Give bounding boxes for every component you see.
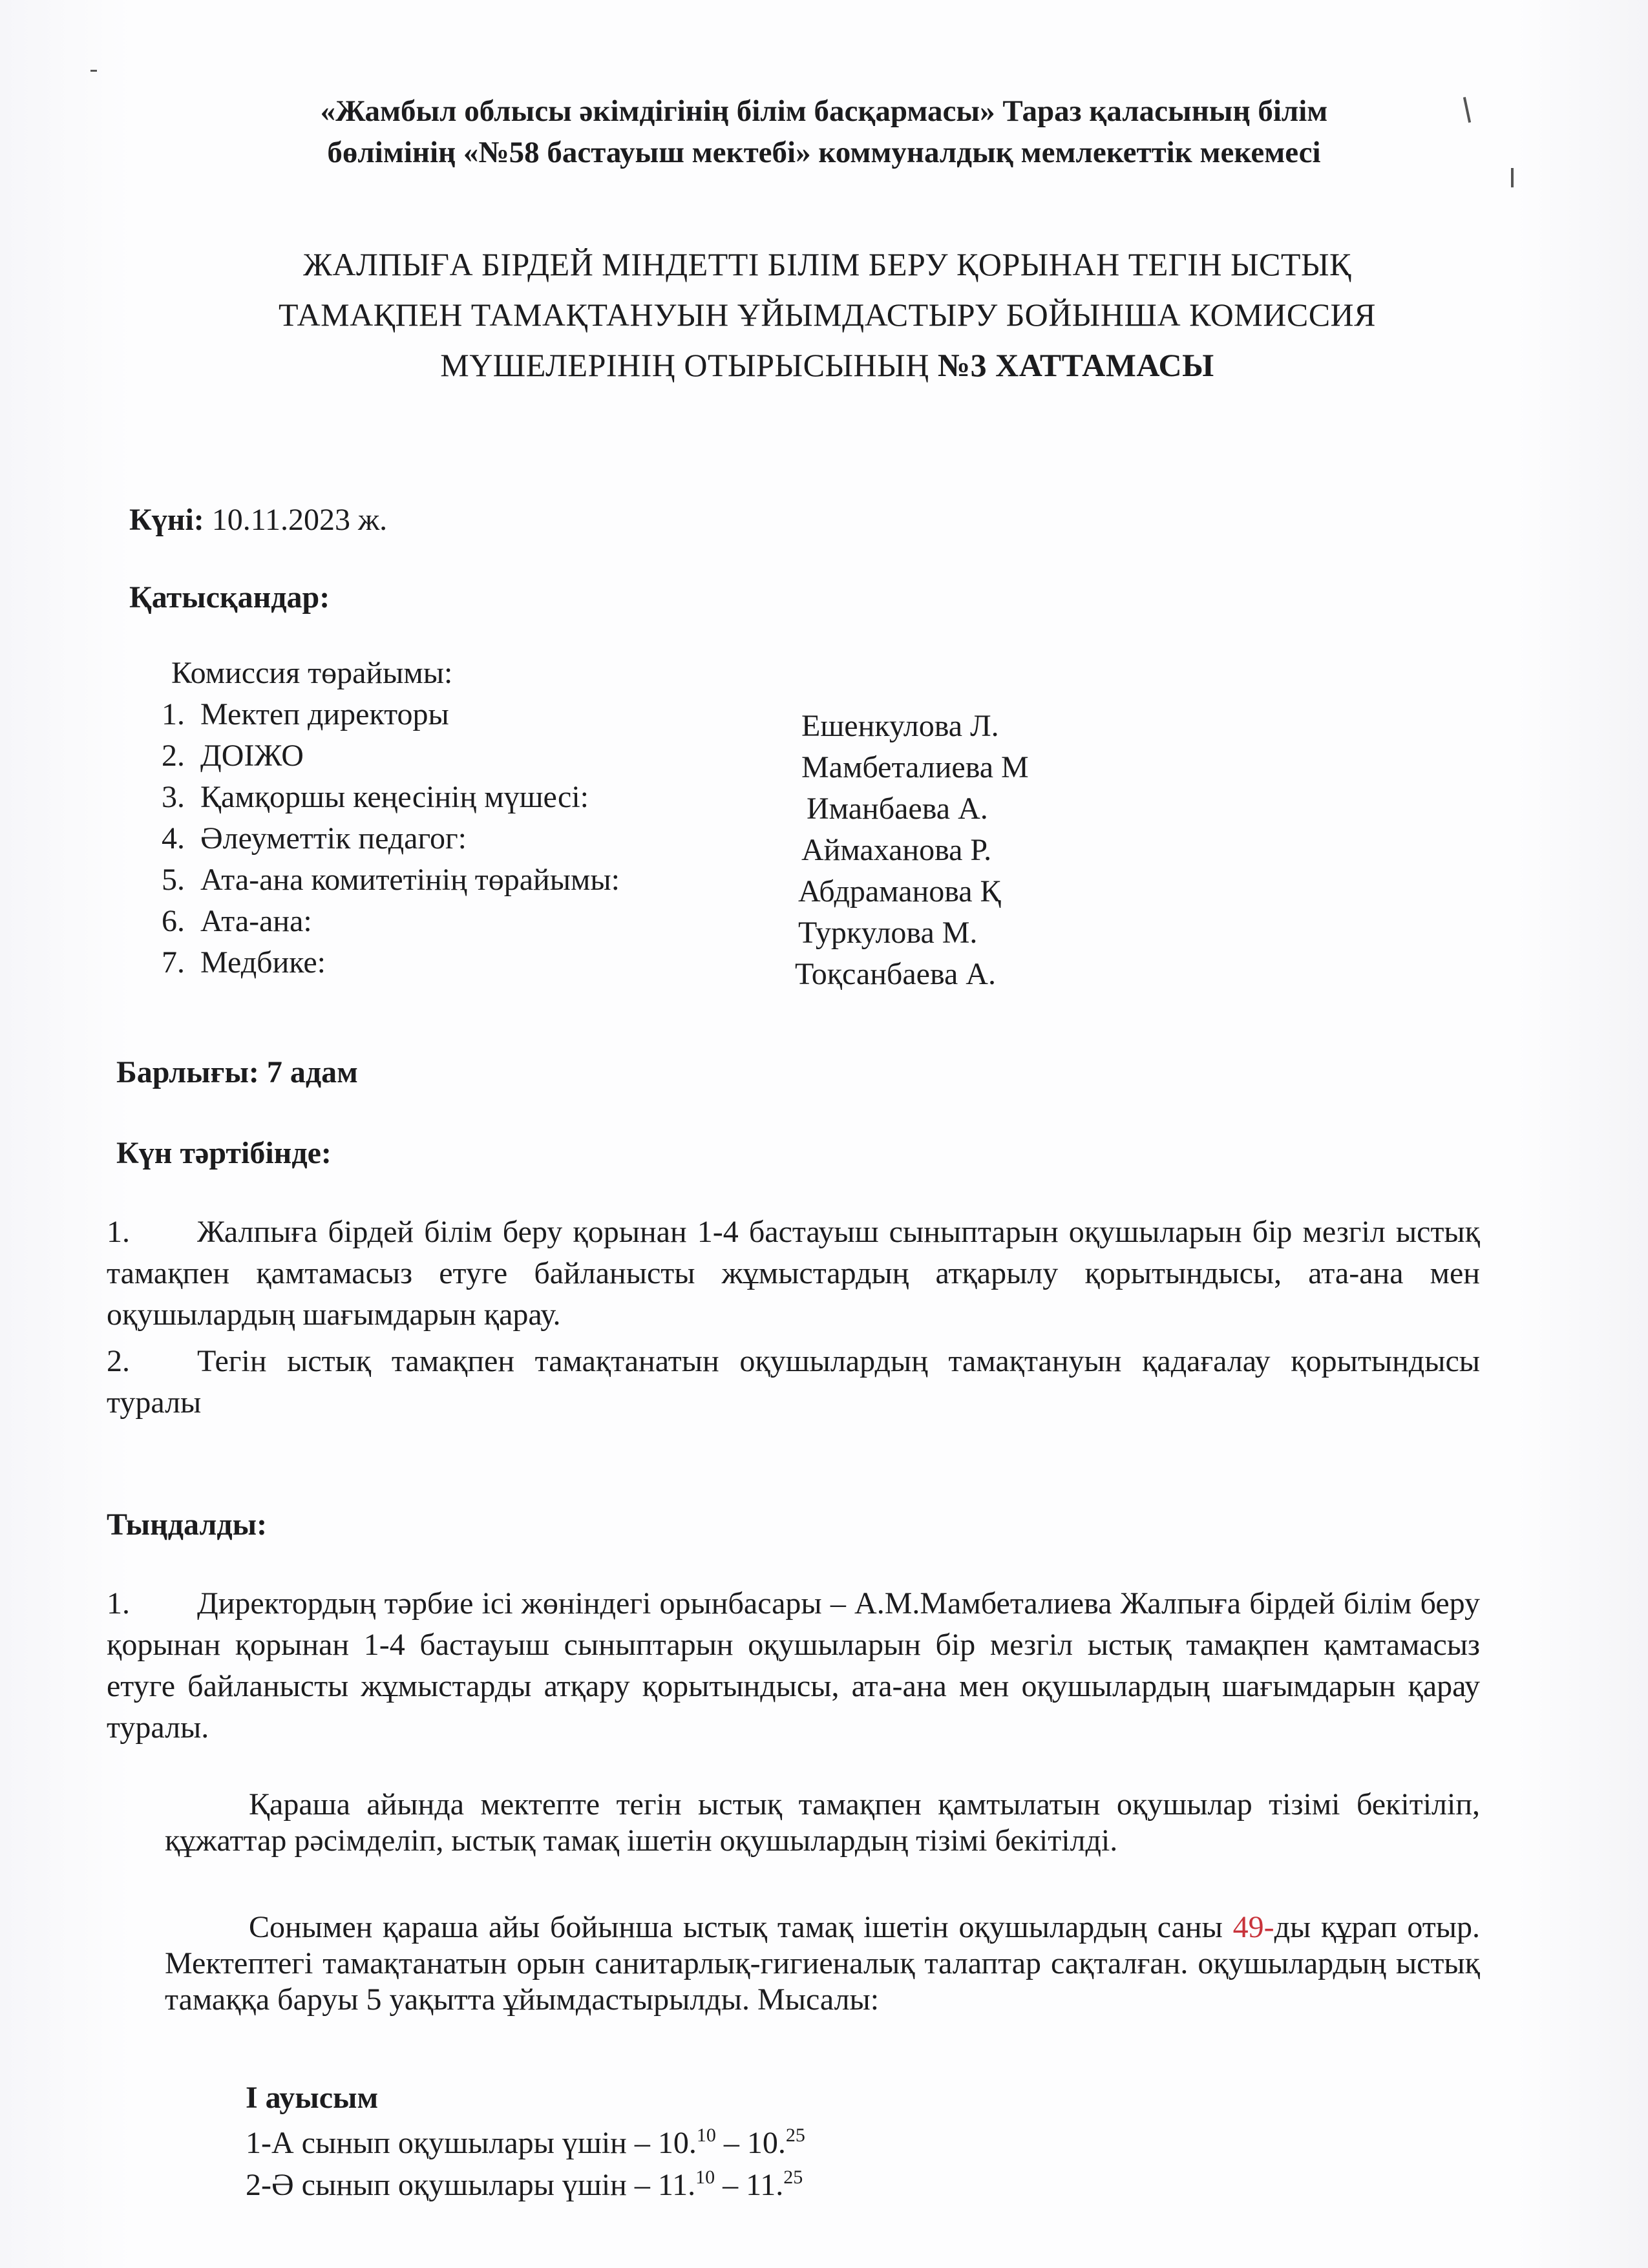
member-number: 2. [162,739,185,773]
schedule-row [246,2123,1409,2164]
agenda-item-1 [107,1212,1480,1336]
agenda-item-number: 2. [107,1344,130,1378]
member-role: ДОІЖО [200,739,304,773]
heard-label: Тыңдалды: [107,1507,268,1542]
org-line-2: бөлімінің «№58 бастауыш мектебі» коммуналдық мемлекеттік мекемесі [327,136,1321,169]
member-role: Ата-ана комитетінің төрайымы: [200,863,620,897]
member-role: Әлеуметтік педагог: [200,821,467,856]
schedule-text: 2-Ә сынып оқушылары үшін – 11. [246,2168,696,2202]
schedule-time-sup: 10 [696,2125,716,2146]
agenda-label: Күн тәртібінде: [116,1136,332,1170]
date-value: 10.11.2023 ж. [204,503,388,537]
member-number: 1. [162,697,185,731]
participants-label-text: Қатысқандар: [129,580,330,614]
member-role: Медбике: [200,945,326,980]
protocol-number: №3 ХАТТАМАСЫ [937,347,1214,383]
paragraph-text: Қараша айында мектепте тегін ыстық тамақпен қамтылатын оқушылар тізімі бекітіліп, құжаттар рәсімделіп, ыстық тамақ ішетін оқушылардың тізімі бекітілді. [165,1787,1480,1858]
member-role: Ата-ана: [200,904,312,938]
org-line-1: «Жамбыл облысы әкімдігінің білім басқармасы» Тараз қаласының білім [320,94,1328,128]
list-item [155,901,1448,950]
schedule-mid: – 10. [715,2126,786,2160]
member-name: Иманбаева А. [807,792,988,826]
paragraph-text-b: ды құрап отыр. Мектептегі тамақтанатын орын санитарлық-гигиеналық талаптар сақталған. оқушылардың ыстық тамаққа баруы 5 уақытта ұйымдастырылды. Мысалы: [165,1910,1481,2017]
meeting-date [129,501,387,540]
title-line-3-normal: МҮШЕЛЕРІНІҢ ОТЫРЫСЫНЫҢ [440,347,938,383]
organization-header [149,90,1499,173]
member-name: Мамбеталиева М [801,750,1029,784]
schedule-time-sup: 10 [695,2167,715,2188]
member-number: 7. [162,945,185,980]
member-number: 3. [162,780,185,814]
agenda-item-2 [107,1341,1480,1423]
schedule-time-sup: 25 [783,2167,803,2188]
member-number: 6. [162,904,185,938]
commission-head: Комиссия төрайымы: [171,656,453,690]
heard-item-number: 1. [107,1586,130,1621]
commission-list [155,653,1448,991]
list-item [155,859,1448,908]
list-item [155,942,1448,991]
member-name: Аймаханова Р. [801,833,992,867]
shift-label: I ауысым [246,2081,379,2115]
paragraph-text-a: Сонымен қараша айы бойынша ыстық тамақ ішетін оқушылардың саны [249,1910,1223,1944]
list-item [155,777,1448,826]
heard-item-text: Директордың тәрбие ісі жөніндегі орынбасары – А.М.Мамбеталиева Жалпыға бірдей білім беру қорынан қорынан 1-4 бастауыш сыныптарын оқушыларын бір мезгіл ыстық тамақпен қамтамасыз етуге байланысты жұмыстарды атқару қорытындысы, ата-ана мен оқушылардың шағымдарын қарау туралы. [107,1586,1480,1745]
document-title [142,239,1512,390]
schedule-time-sup: 25 [785,2125,805,2146]
date-label: Күні: [129,503,204,537]
participants-label [129,578,330,617]
list-item [155,694,1448,743]
member-name: Тоқсанбаева А. [795,957,996,991]
member-number: 4. [162,821,185,856]
schedule-mid: – 11. [715,2168,784,2202]
member-name: Ешенкулова Л. [801,709,999,743]
member-number: 5. [162,863,185,897]
heard-item-1 [107,1583,1480,1748]
scan-mark [90,70,97,72]
schedule-text: 1-А сынып оқушылары үшін – 10. [246,2126,697,2160]
list-item [155,818,1448,867]
member-role: Мектеп директоры [200,697,449,731]
total-count: Барлығы: 7 адам [116,1055,358,1089]
title-line-2: ТАМАҚПЕН ТАМАҚТАНУЫН ҰЙЫМДАСТЫРУ БОЙЫНША КОМИССИЯ [278,297,1377,333]
student-count: 49- [1232,1910,1274,1944]
member-name: Туркулова М. [798,916,978,950]
list-item [155,735,1448,784]
schedule-row [246,2165,1409,2206]
agenda-item-text: Тегін ыстық тамақпен тамақтанатын оқушылардың тамақтануын қадағалау қорытындысы туралы [107,1344,1480,1420]
member-name: Абдраманова Қ [798,874,1001,908]
member-role: Қамқоршы кеңесінің мүшесі: [200,780,589,814]
agenda-item-number: 1. [107,1215,130,1249]
paragraph-student-count [165,1909,1480,2018]
title-line-3 [142,340,1512,390]
paragraph-list-approval [165,1787,1480,1859]
scan-mark [1511,168,1514,187]
title-line-1: ЖАЛПЫҒА БІРДЕЙ МІНДЕТТІ БІЛІМ БЕРУ ҚОРЫНАН ТЕГІН ЫСТЫҚ [303,246,1351,282]
agenda-item-text: Жалпыға бірдей білім беру қорынан 1-4 бастауыш сыныптарын оқушыларын бір мезгіл ыстық тамақпен қамтамасыз етуге байланысты жұмыстардың атқарылу қорытындысы, ата-ана мен оқушылардың шағымдарын қарау. [107,1215,1480,1332]
